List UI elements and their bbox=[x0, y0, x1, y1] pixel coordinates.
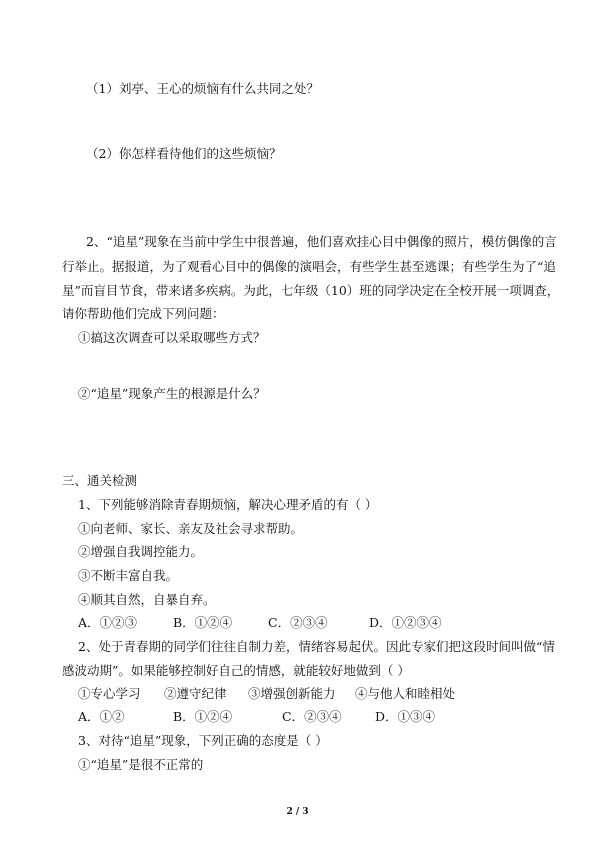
mc-question-2-stem: 感波动期”。如果能够控制好自己的情感，就能较好地做到（ ） bbox=[62, 663, 410, 678]
mc-question-1-item: ①向老师、家长、亲友及社会寻求帮助。 bbox=[78, 521, 304, 536]
option-a[interactable]: A．①②③ bbox=[78, 615, 138, 630]
option-c[interactable]: C．②③④ bbox=[282, 709, 342, 724]
mc-question-2-stem: 2、处于青春期的同学们往往自制力差，情绪容易起伏。因此专家们把这段时间叫做“情 bbox=[78, 639, 555, 654]
section-heading: 三、通关检测 bbox=[62, 473, 138, 488]
mc-question-1-item: ③不断丰富自我。 bbox=[78, 568, 179, 583]
mc-question-3-item: ①“追星”是很不正常的 bbox=[78, 757, 204, 772]
question-2-text: （2）你怎样看待他们的这些烦恼？ bbox=[86, 146, 282, 161]
mc-question-1-item: ②增强自我调控能力。 bbox=[78, 544, 204, 559]
paragraph-2-line: 星”而盲目节食，带来诸多疾病。为此，七年级（10）班的同学决定在全校开展一项调查， bbox=[62, 283, 560, 298]
option-b[interactable]: B．①②④ bbox=[173, 615, 233, 630]
mc-question-2-item: ①专心学习 bbox=[78, 686, 141, 701]
mc-question-2-item: ③增强创新能力 bbox=[248, 686, 336, 701]
mc-question-1-stem: 1、下列能够消除青春期烦恼，解决心理矛盾的有（ ） bbox=[78, 497, 378, 512]
sub-question-2: ②“追星”现象产生的根源是什么？ bbox=[78, 386, 266, 401]
paragraph-2-line: 2、“追星”现象在当前中学生中很普遍，他们喜欢挂心目中偶像的照片，模仿偶像的言 bbox=[86, 234, 557, 249]
option-d[interactable]: D．①②③④ bbox=[369, 615, 442, 630]
option-d[interactable]: D．①③④ bbox=[375, 709, 436, 724]
option-c[interactable]: C．②③④ bbox=[268, 615, 328, 630]
paragraph-2-line: 请你帮助他们完成下列问题： bbox=[62, 306, 225, 321]
sub-question-1: ①搞这次调查可以采取哪些方式？ bbox=[78, 330, 266, 345]
paragraph-2-line: 行举止。据报道，为了观看心目中的偶像的演唱会，有些学生甚至逃课；有些学生为了“追 bbox=[62, 259, 556, 274]
mc-question-2-item: ②遵守纪律 bbox=[164, 686, 227, 701]
option-b[interactable]: B．①②④ bbox=[173, 709, 233, 724]
mc-question-1-item: ④顺其自然，自暴自弃。 bbox=[78, 592, 216, 607]
page-number: 2 / 3 bbox=[286, 807, 309, 817]
mc-question-3-stem: 3、对待“追星”现象，下列正确的态度是（ ） bbox=[78, 733, 328, 748]
mc-question-2-item: ④与他人和睦相处 bbox=[355, 686, 456, 701]
question-1-text: （1）刘亭、王心的烦恼有什么共同之处？ bbox=[86, 81, 319, 96]
option-a[interactable]: A．①② bbox=[78, 709, 125, 724]
